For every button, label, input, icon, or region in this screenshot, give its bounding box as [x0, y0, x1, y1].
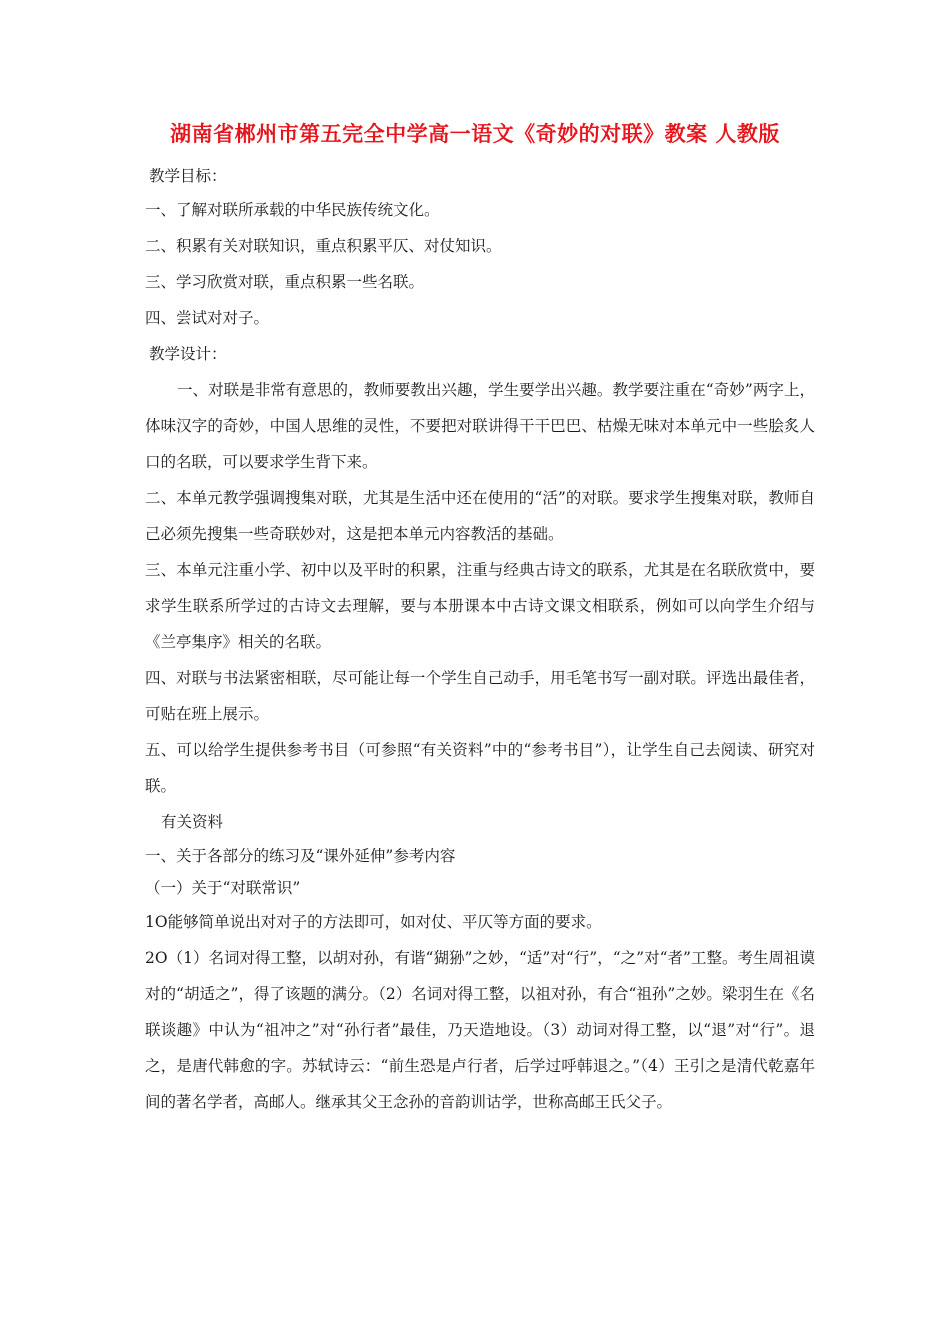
objective-item: 二、积累有关对联知识，重点积累平仄、对仗知识。	[145, 237, 502, 255]
resources-intro: 一、关于各部分的练习及“课外延伸”参考内容	[145, 847, 456, 865]
design-item: 五、可以给学生提供参考书目（可参照“有关资料”中的“参考书目”），让学生自己去阅读、研究对联。	[145, 741, 815, 795]
design-item: 一、对联是非常有意思的，教师要教出兴趣，学生要学出兴趣。教学要注重在“奇妙”两字上，体味汉字的奇妙，中国人思维的灵性，不要把对联讲得干干巴巴、枯燥无味对本单元中一些脍炙人口的名联，可以要求学生背下来。	[145, 381, 815, 471]
resources-heading: 有关资料	[161, 813, 224, 831]
objective-item: 四、尝试对对子。	[145, 309, 270, 327]
document-title: 湖南省郴州市第五完全中学高一语文《奇妙的对联》教案 人教版	[170, 122, 780, 146]
objectives-heading: 教学目标：	[149, 167, 227, 185]
answer-item-2: 2O（1）名词对得工整，以胡对孙，有谐“猢狲”之妙，“适”对“行”，“之”对“者”工整。考生周祖谟对的“胡适之”，得了该题的满分。（2）名词对得工整，以祖对孙，有合“祖孙”之妙。梁羽生在《名联谈趣》中认为“祖冲之”对“孙行者”最佳，乃天造地设。（3）动词对得工整，以“退”对“行”。退之，是唐代韩愈的字。苏轼诗云：“前生恐是卢行者，后学过呼韩退之。”（4）王引之是清代乾嘉年间的著名学者，高邮人。继承其父王念孙的音韵训诂学，世称高邮王氏父子。	[145, 949, 815, 1111]
design-item: 四、对联与书法紧密相联，尽可能让每一个学生自己动手，用毛笔书写一副对联。评选出最佳者，可贴在班上展示。	[145, 669, 815, 723]
design-item: 三、本单元注重小学、初中以及平时的积累，注重与经典古诗文的联系，尤其是在名联欣赏中，要求学生联系所学过的古诗文去理解，要与本册课本中古诗文课文相联系，例如可以向学生介绍与《兰亭集序》相关的名联。	[145, 561, 815, 651]
resources-subheading: （一）关于“对联常识”	[145, 879, 301, 897]
document-body	[145, 160, 815, 1120]
design-heading: 教学设计：	[149, 345, 227, 363]
answer-item-1: 1O能够简单说出对对子的方法即可，如对仗、平仄等方面的要求。	[145, 913, 602, 931]
objective-item: 一、了解对联所承载的中华民族传统文化。	[145, 201, 440, 219]
objective-item: 三、学习欣赏对联，重点积累一些名联。	[145, 273, 425, 291]
design-item: 二、本单元教学强调搜集对联，尤其是生活中还在使用的“活”的对联。要求学生搜集对联，教师自己必须先搜集一些奇联妙对，这是把本单元内容教活的基础。	[145, 489, 815, 543]
